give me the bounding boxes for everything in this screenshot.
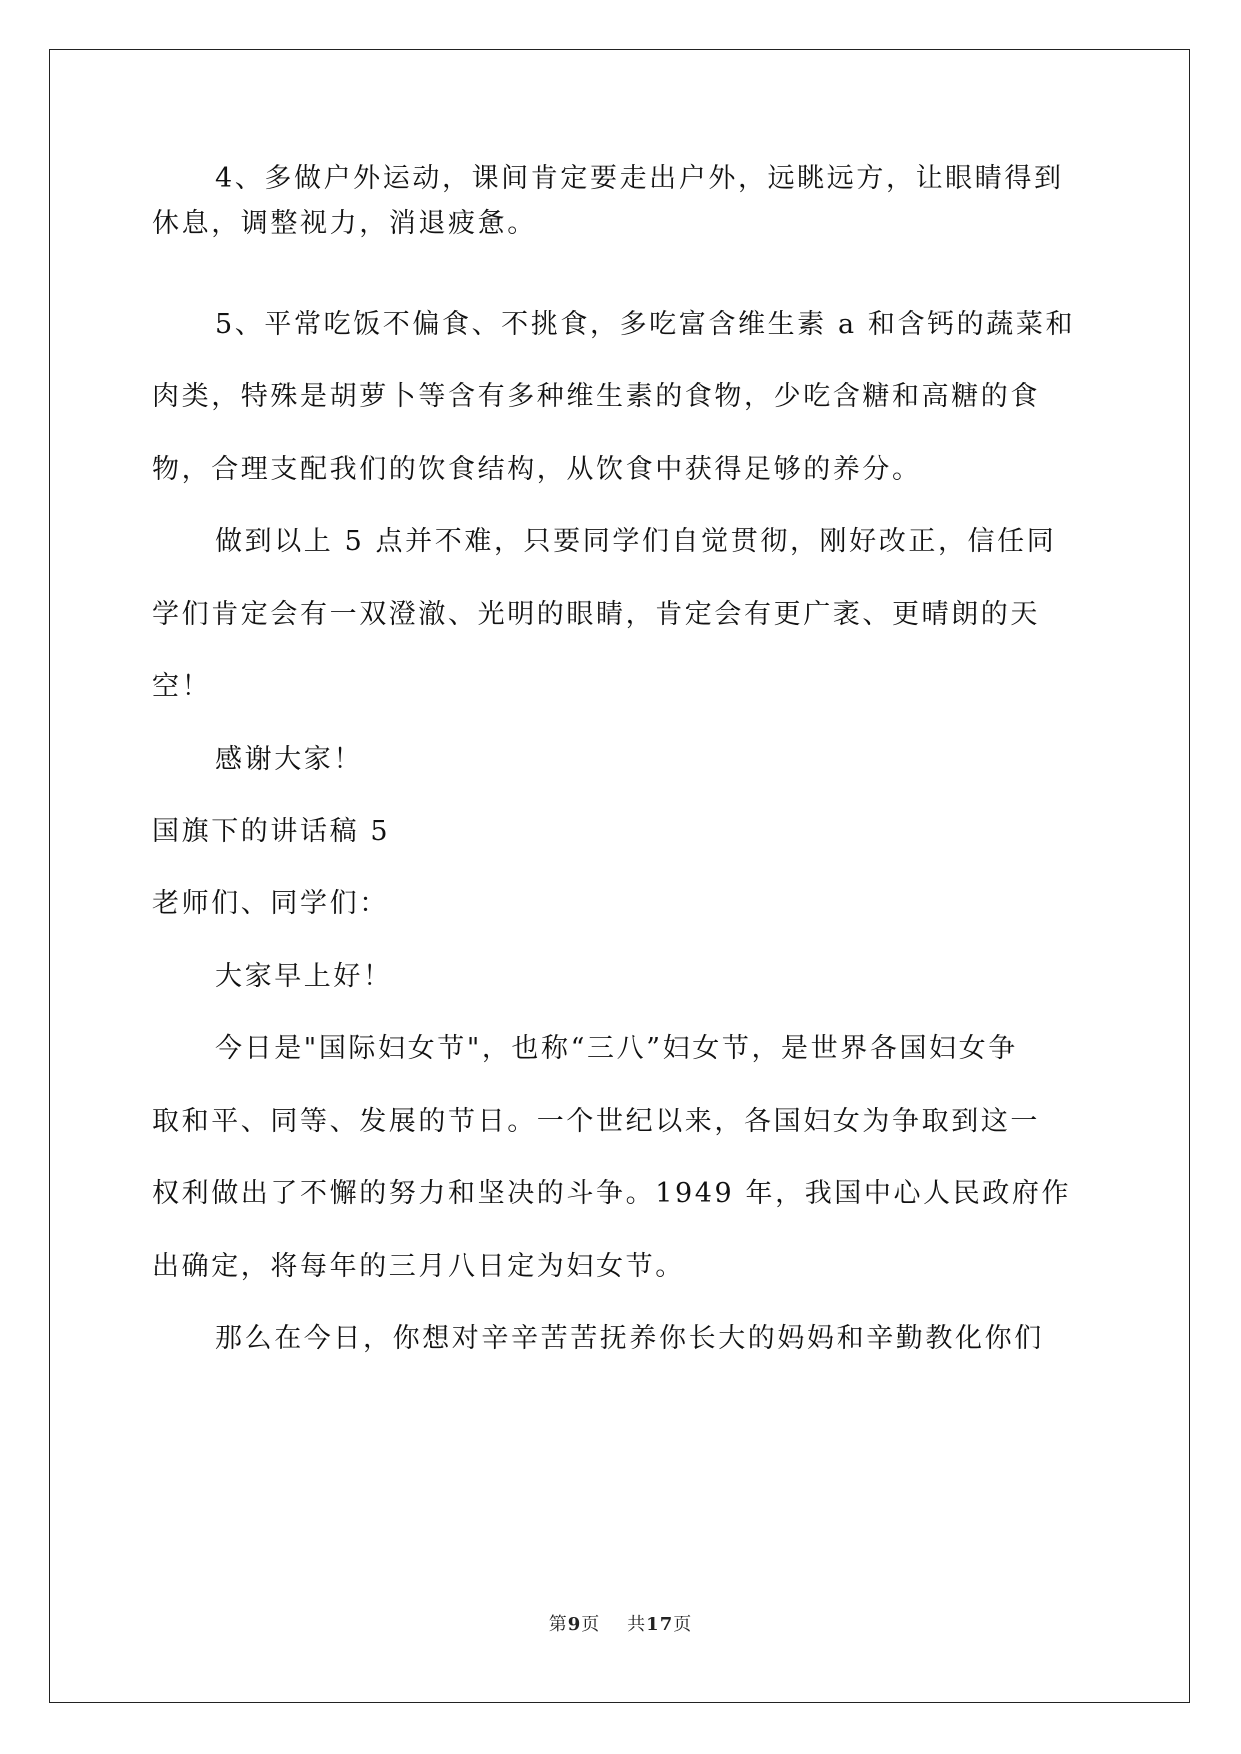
footer-page-number: 9	[567, 1614, 582, 1635]
paragraph-line: 学们肯定会有一双澄澈、光明的眼睛，肯定会有更广袤、更晴朗的天	[152, 599, 1040, 630]
paragraph-line: 做到以上 5 点并不难，只要同学们自觉贯彻，刚好改正，信任同	[215, 526, 1057, 557]
page-border	[49, 49, 1190, 1703]
paragraph-line: 空！	[152, 671, 212, 702]
footer-total-unit: 页	[673, 1614, 693, 1635]
paragraph-line: 肉类，特殊是胡萝卜等含有多种维生素的食物，少吃含糖和高糖的食	[152, 381, 1040, 412]
paragraph-line: 4、多做户外运动，课间肯定要走出户外，远眺远方，让眼睛得到	[215, 163, 1064, 194]
paragraph-line: 出确定，将每年的三月八日定为妇女节。	[152, 1251, 685, 1282]
paragraph-line: 休息，调整视力，消退疲惫。	[152, 208, 537, 239]
footer-prefix: 第	[548, 1614, 568, 1635]
paragraph-line: 那么在今日，你想对辛辛苦苦抚养你长大的妈妈和辛勤教化你们	[215, 1323, 1044, 1354]
section-heading: 国旗下的讲话稿 5	[152, 816, 391, 847]
paragraph-line: 感谢大家！	[215, 744, 363, 775]
footer-total-pages: 17	[646, 1614, 674, 1635]
footer-total-prefix: 共	[627, 1614, 647, 1635]
greeting: 大家早上好！	[215, 961, 393, 992]
paragraph-line: 今日是"国际妇女节"，也称“三八”妇女节，是世界各国妇女争	[215, 1033, 1018, 1064]
paragraph-line: 5、平常吃饭不偏食、不挑食，多吃富含维生素 a 和含钙的蔬菜和	[215, 309, 1076, 340]
paragraph-line: 取和平、同等、发展的节日。一个世纪以来，各国妇女为争取到这一	[152, 1106, 1040, 1137]
paragraph-line: 权利做出了不懈的努力和坚决的斗争。1949 年，我国中心人民政府作	[152, 1178, 1072, 1209]
footer-page-unit: 页	[581, 1614, 601, 1635]
paragraph-line: 物，合理支配我们的饮食结构，从饮食中获得足够的养分。	[152, 454, 922, 485]
salutation: 老师们、同学们：	[152, 888, 389, 919]
page-footer	[0, 1610, 1241, 1636]
